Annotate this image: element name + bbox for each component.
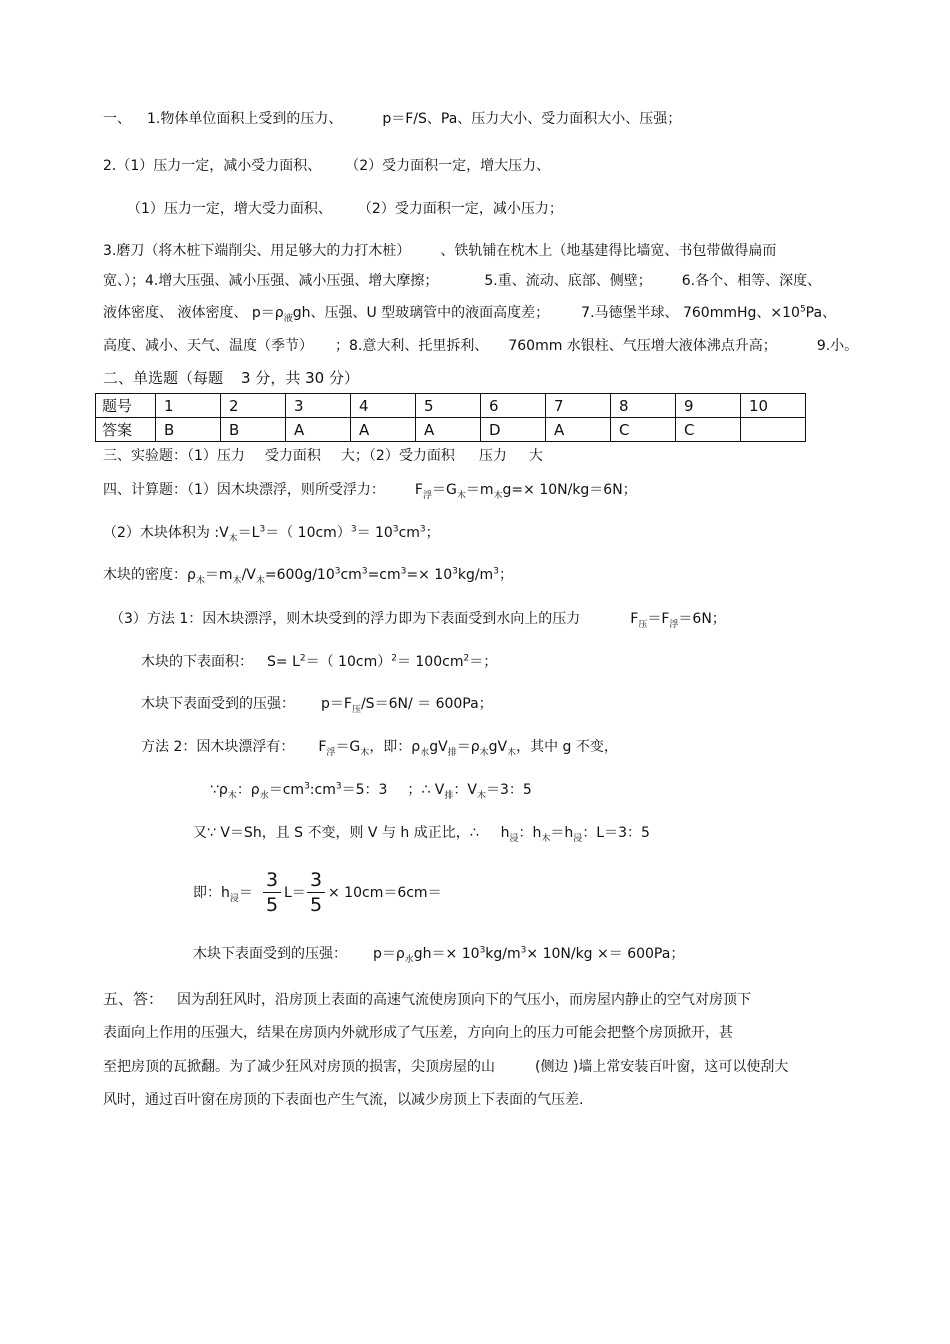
fraction-three-fifths: [307, 869, 325, 916]
formula-text: ＝ 100cm: [396, 654, 464, 670]
superscript: 3: [350, 524, 357, 535]
answer-text: 6.各个、相等、深度、: [681, 273, 822, 289]
subscript: 木: [507, 747, 517, 758]
formula-text: ＝6N；: [678, 611, 726, 627]
formula-text: ＝ρ: [456, 739, 480, 755]
subscript: 浸: [509, 833, 519, 844]
part1-line1: [103, 110, 681, 128]
heading-text: 3 分，共 30 分）: [241, 369, 359, 387]
section5-line2: 表面向上作用的压强大，结果在房顶内外就形成了气压差，方向向上的压力可能会把整个房顶掀开，甚: [103, 1025, 733, 1041]
section4-line3: [103, 566, 513, 584]
formula-text: ＝m: [465, 482, 494, 498]
table-cell: [741, 418, 806, 442]
formula-text: /S＝6N/ ＝ 600Pa；: [360, 696, 493, 712]
formula-text: kg/m: [457, 567, 494, 583]
answer-text: （2）受力面积一定，增大压力、: [345, 158, 551, 174]
section5-heading: 五、答：: [103, 990, 164, 1008]
formula-text: × 10cm＝6cm＝: [328, 885, 442, 901]
subscript: 浸: [229, 893, 239, 904]
answer-text: 木块下表面受到的压强：: [193, 946, 347, 962]
subscript: 水: [420, 747, 430, 758]
subscript: 浮: [422, 490, 432, 501]
superscript: 3: [400, 566, 407, 577]
formula-text: =× 10: [406, 567, 453, 583]
table-cell: 6: [481, 394, 546, 418]
table-cell: 7: [546, 394, 611, 418]
part1-line3: [127, 200, 563, 218]
table-cell: B: [156, 418, 221, 442]
answer-text: 760mm 水银柱、气压增大液体沸点升高；: [508, 338, 777, 354]
formula-text: 又∵ V＝Sh，且 S 不变，则 V 与 h 成正比，∴: [193, 825, 479, 841]
superscript: 3: [452, 566, 458, 577]
superscript: 3: [259, 524, 266, 535]
formula-text: p＝F: [321, 696, 352, 712]
superscript: 3: [419, 524, 426, 535]
superscript: 3: [392, 524, 399, 535]
formula-text: ：ρ: [236, 782, 260, 798]
formula-text: gV: [429, 739, 448, 755]
answer-text: 2.（1）压力一定，减小受力面积、: [103, 158, 322, 174]
answer-text: p＝F/S、Pa、压力大小、受力面积大小、压强；: [382, 111, 682, 127]
formula-text: F: [630, 611, 639, 627]
superscript: 3: [479, 945, 486, 956]
formula-text: h: [500, 825, 510, 841]
table-row: [96, 394, 806, 418]
subscript: 浸: [573, 833, 583, 844]
answer-text: ；8.意大利、托里拆利、: [335, 338, 489, 354]
part1-line5: [103, 272, 821, 290]
formula-text: gV: [488, 739, 508, 755]
section4-line7: [141, 738, 618, 756]
subscript: 木: [360, 747, 370, 758]
table-cell: A: [286, 418, 351, 442]
table-cell: 1: [156, 394, 221, 418]
heading-text: 二、单选题（每题: [103, 369, 224, 387]
subscript: 木: [476, 790, 486, 801]
formula-text: ，即：ρ: [369, 739, 421, 755]
formula-text: ＝5：3: [341, 782, 388, 798]
answer-text: （3）方法 1：因木块漂浮，则木块受到的浮力即为下表面受到水向上的压力: [110, 611, 581, 627]
subscript: 木: [255, 575, 265, 586]
subscript: 浮: [326, 747, 336, 758]
superscript: 2: [463, 653, 470, 664]
section4-line9: [193, 824, 650, 842]
fraction-three-fifths: [263, 869, 281, 916]
formula-text: kg/m: [485, 946, 521, 962]
table-cell: C: [676, 418, 741, 442]
section4-line5: [141, 653, 497, 671]
section4-line6: [141, 695, 493, 713]
section4-line10-part-a: [193, 884, 253, 902]
formula-text: L＝: [284, 885, 306, 901]
formula-text: ＝；: [469, 654, 498, 670]
formula-text: ＝cm: [268, 782, 305, 798]
subscript: 浮: [669, 619, 679, 630]
table-cell: A: [416, 418, 481, 442]
answer-text: 三、实验题：（1）压力: [103, 448, 245, 464]
section2-heading: [103, 369, 359, 387]
formula-text: ：h: [518, 825, 542, 841]
table-cell: 8: [611, 394, 676, 418]
answer-text: (侧边 )墙上常安装百叶窗，这可以使刮大: [535, 1059, 789, 1075]
answer-table: [95, 393, 806, 442]
formula-text: ＝G: [335, 739, 361, 755]
answer-text: 至把房顶的瓦掀翻。为了减少狂风对房顶的损害，尖顶房屋的山: [103, 1059, 495, 1075]
formula-text: cm: [398, 525, 420, 541]
section4-line11: [193, 945, 684, 963]
formula-text: F: [318, 739, 327, 755]
formula-text: ＝ 10: [356, 525, 393, 541]
formula-text: ＝L: [237, 525, 260, 541]
section5-line4: 风时，通过百叶窗在房顶的下表面也产生气流，以减少房顶上下表面的气压差.: [103, 1092, 584, 1108]
formula-text: ：L＝3：5: [582, 825, 650, 841]
formula-text: F: [414, 482, 423, 498]
formula-text: :cm: [309, 782, 336, 798]
answer-text: 受力面积: [264, 448, 321, 464]
section1-heading: 一、: [103, 111, 131, 127]
section4-line4: [110, 610, 726, 628]
formula-text: p＝ρ: [373, 946, 405, 962]
section5-line3: [103, 1058, 788, 1076]
part1-line7: [103, 337, 858, 355]
table-cell: A: [351, 418, 416, 442]
answer-text: 9.小。: [816, 338, 859, 354]
part1-line6: [103, 304, 836, 322]
formula-text: 即：h: [193, 885, 230, 901]
answer-text: 5.重、流动、底部、侧壁；: [484, 273, 652, 289]
formula-text: 木块的密度：ρ: [103, 567, 196, 583]
answer-text: 木块的下表面积：: [141, 654, 253, 670]
fraction-numerator: 3: [307, 869, 325, 893]
table-cell: 2: [221, 394, 286, 418]
formula-text: ，其中 g 不变，: [516, 739, 618, 755]
formula-text: ＝（ 10cm）: [265, 525, 351, 541]
subscript: 木: [541, 833, 551, 844]
subscript: 水: [404, 954, 414, 965]
table-cell: 9: [676, 394, 741, 418]
part1-line2: [103, 157, 550, 175]
superscript: 3: [361, 566, 368, 577]
table-header-cell: 答案: [96, 418, 156, 442]
answer-text: 、铁轨铺在枕木上（地基建得比墙宽、书包带做得扁而: [440, 243, 777, 259]
formula-text: ：V: [453, 782, 477, 798]
formula-text: g=× 10N/kg＝6N；: [502, 482, 637, 498]
table-cell: D: [481, 418, 546, 442]
formula-text: cm: [340, 567, 362, 583]
formula-text: ＝（ 10cm）: [305, 654, 392, 670]
formula-text: ＝h: [550, 825, 574, 841]
subscript: 木: [493, 490, 503, 501]
subscript: 液: [283, 313, 293, 324]
section4-line1: [103, 481, 637, 499]
formula-text: gh＝× 10: [413, 946, 480, 962]
answer-text: 大；（2）受力面积: [340, 448, 455, 464]
superscript: 3: [335, 781, 342, 792]
answer-text: 因为刮狂风时，沿房顶上表面的高速气流使房顶向下的气压小，而房屋内静止的空气对房顶下: [177, 992, 752, 1008]
table-cell: 10: [741, 394, 806, 418]
section5-line1: [103, 990, 751, 1009]
superscript: 2: [299, 653, 306, 664]
answer-text: 3.磨刀（将木桩下端削尖、用足够大的力打木桩）: [103, 243, 411, 259]
formula-text: S= L: [267, 654, 300, 670]
answer-text: 液体密度、 液体密度、 p＝ρ: [103, 305, 284, 321]
answer-text: 7.马德堡半球、 760mmHg、×10: [581, 305, 800, 321]
answer-text: Pa、: [805, 305, 837, 321]
subscript: 压: [638, 619, 648, 630]
subscript: 木: [232, 575, 242, 586]
table-cell: 4: [351, 394, 416, 418]
formula-text: =cm: [367, 567, 401, 583]
subscript: 压: [351, 704, 361, 715]
section4-line10-part-b: [284, 884, 306, 902]
formula-text: × 10N/kg ×＝ 600Pa；: [526, 946, 685, 962]
section4-line2: [103, 524, 440, 542]
subscript: 木: [195, 575, 205, 586]
answer-text: 木块下表面受到的压强：: [141, 696, 295, 712]
superscript: 2: [391, 653, 397, 664]
table-header-cell: 题号: [96, 394, 156, 418]
subscript: 木: [227, 790, 237, 801]
answer-text: 方法 2：因木块漂浮有：: [141, 739, 295, 755]
formula-text: ；∴ V: [407, 782, 445, 798]
answer-text: 四、计算题：（1）因木块漂浮，则所受浮力：: [103, 482, 385, 498]
fraction-denominator: 5: [309, 894, 323, 916]
formula-text: ；: [498, 567, 513, 583]
superscript: 3: [334, 566, 341, 577]
formula-text: ＝G: [431, 482, 457, 498]
section4-line10-part-c: [328, 884, 442, 902]
subscript: 排: [447, 747, 457, 758]
formula-text: ＝F: [647, 611, 670, 627]
formula-text: ＝m: [204, 567, 233, 583]
subscript: 木: [228, 533, 238, 544]
superscript: 3: [304, 781, 310, 792]
superscript: 3: [520, 945, 527, 956]
table-row: [96, 418, 806, 442]
answer-text: gh、压强、U 型玻璃管中的液面高度差；: [292, 305, 550, 321]
formula-text: ∵ρ: [210, 782, 228, 798]
subscript: 木: [456, 490, 466, 501]
table-cell: B: [221, 418, 286, 442]
part1-line4: [103, 242, 776, 260]
table-cell: 5: [416, 394, 481, 418]
answer-text: 压力: [478, 448, 507, 464]
fraction-numerator: 3: [263, 869, 281, 893]
table-cell: C: [611, 418, 676, 442]
answer-text: 1.物体单位面积上受到的压力、: [147, 111, 343, 127]
superscript: 3: [493, 566, 499, 577]
answer-text: （2）受力面积一定，减小压力；: [357, 201, 563, 217]
subscript: 水: [259, 790, 269, 801]
superscript: 5: [799, 304, 806, 315]
formula-text: =600g/10: [264, 567, 335, 583]
formula-text: ＝3：5: [485, 782, 532, 798]
table-cell: A: [546, 418, 611, 442]
section3-line: [103, 447, 543, 465]
answer-text: 宽、）；4.增大压强、减小压强、减小压强、增大摩擦；: [103, 273, 439, 289]
table-cell: 3: [286, 394, 351, 418]
answer-text: （1）压力一定，增大受力面积、: [127, 201, 332, 217]
formula-text: ；: [425, 525, 440, 541]
answer-text: 高度、减小、天气、温度（季节）: [103, 338, 313, 354]
formula-text: ＝: [238, 885, 253, 901]
subscript: 排: [444, 790, 454, 801]
formula-text: （2）木块体积为 :V: [103, 525, 229, 541]
answer-text: 大: [528, 448, 543, 464]
formula-text: /V: [241, 567, 256, 583]
section4-line8: [210, 781, 532, 799]
subscript: 木: [479, 747, 489, 758]
fraction-denominator: 5: [265, 894, 279, 916]
